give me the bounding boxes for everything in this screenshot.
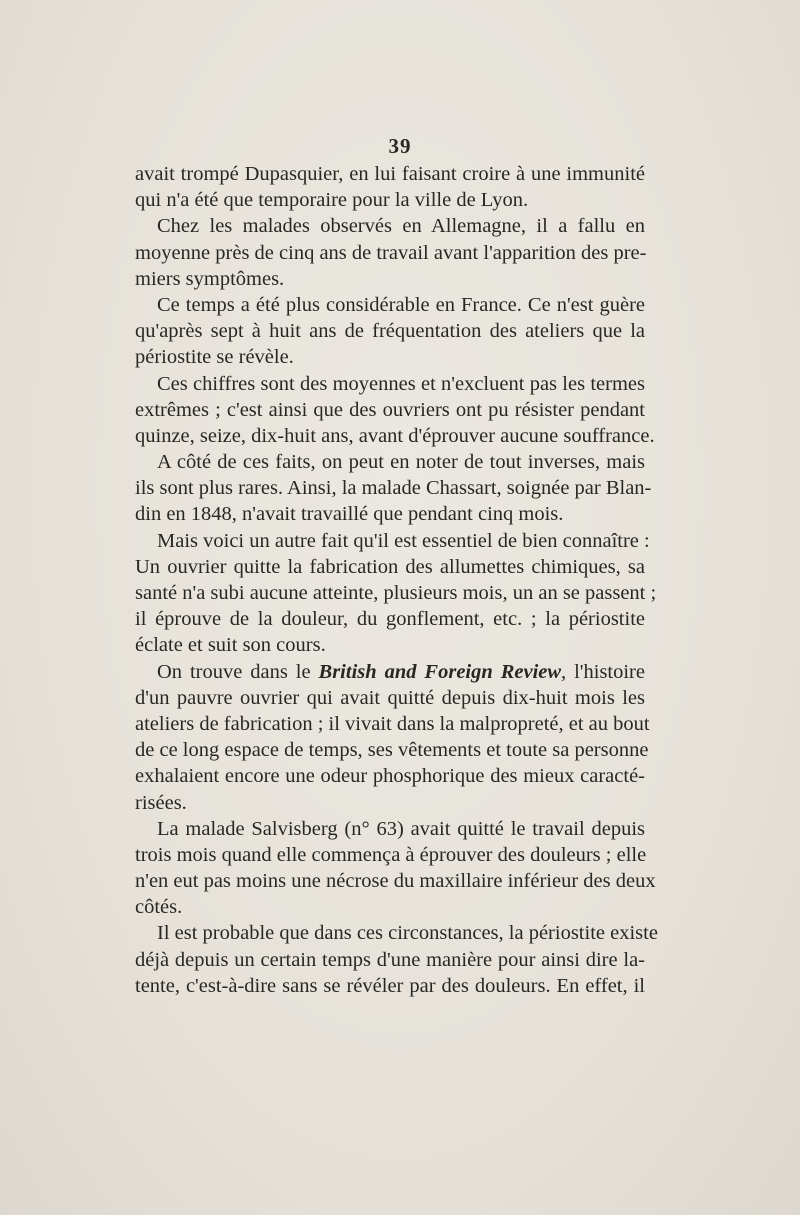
text-line: qui n'a été que temporaire pour la ville de Lyon. (135, 189, 529, 212)
text-line: de ce long espace de temps, ses vêtements et toute sa personne (135, 739, 649, 762)
paragraph-start-line: Mais voici un autre fait qu'il est essentiel de bien connaître : (157, 529, 650, 552)
text-line: ateliers de fabrication ; il vivait dans la malpropreté, et au bout (135, 712, 650, 735)
text-line: miers symptômes. (135, 267, 285, 290)
text-line: extrêmes ; c'est ainsi que des ouvriers ont pu résister pendant (135, 398, 645, 421)
text-line: din en 1848, n'avait travaillé que pendant cinq mois. (135, 503, 564, 526)
text-line: Un ouvrier quitte la fabrication des allumettes chimiques, sa (135, 555, 645, 578)
text-line: déjà depuis un certain temps d'une manière pour ainsi dire la- (135, 948, 645, 971)
paragraph-start-line: Ces chiffres sont des moyennes et n'excluent pas les termes (157, 372, 645, 395)
text-line: tente, c'est-à-dire sans se révéler par des douleurs. En effet, il (135, 974, 645, 997)
journal-title: British and Foreign Review (318, 660, 562, 683)
text-line: ils sont plus rares. Ainsi, la malade Chassart, soignée par Blan- (135, 477, 652, 500)
text-line: périostite se révèle. (135, 346, 294, 369)
text-line: avait trompé Dupasquier, en lui faisant croire à une immunité (135, 163, 645, 185)
text-line: d'un pauvre ouvrier qui avait quitté depuis dix-huit mois les (135, 686, 645, 709)
paragraph-start-line (135, 659, 645, 685)
text-segment: On trouve dans le (157, 660, 319, 683)
text-line: qu'après sept à huit ans de fréquentation des ateliers que la (135, 320, 645, 343)
text-segment: , l'histoire (561, 660, 645, 683)
text-line: trois mois quand elle commença à éprouver des douleurs ; elle (135, 843, 647, 866)
paragraph-start-line: A côté de ces faits, on peut en noter de tout inverses, mais (157, 451, 645, 474)
text-line: risées. (135, 791, 187, 814)
text-line: exhalaient encore une odeur phosphorique des mieux caracté- (135, 765, 645, 788)
text-line: il éprouve de la douleur, du gonflement, etc. ; la périostite (135, 608, 645, 631)
text-line: n'en eut pas moins une nécrose du maxillaire inférieur des deux (135, 870, 656, 893)
page-number: 39 (388, 134, 412, 158)
text-line: quinze, seize, dix-huit ans, avant d'éprouver aucune souffrance. (135, 424, 655, 447)
paragraph-start-line: La malade Salvisberg (n° 63) avait quitté le travail depuis (157, 817, 645, 840)
paragraph-start-line: Ce temps a été plus considérable en France. Ce n'est guère (157, 293, 645, 316)
paragraph-start-line: Il est probable que dans ces circonstances, la périostite existe (157, 922, 658, 945)
paragraph-start-line: Chez les malades observés en Allemagne, il a fallu en (157, 215, 645, 238)
text-line: santé n'a subi aucune atteinte, plusieurs mois, un an se passent ; (135, 582, 657, 604)
text-line: éclate et suit son cours. (135, 634, 326, 657)
text-line: côtés. (135, 896, 183, 919)
text-line: moyenne près de cinq ans de travail avant l'apparition des pre- (135, 241, 647, 264)
body-text (135, 161, 658, 999)
